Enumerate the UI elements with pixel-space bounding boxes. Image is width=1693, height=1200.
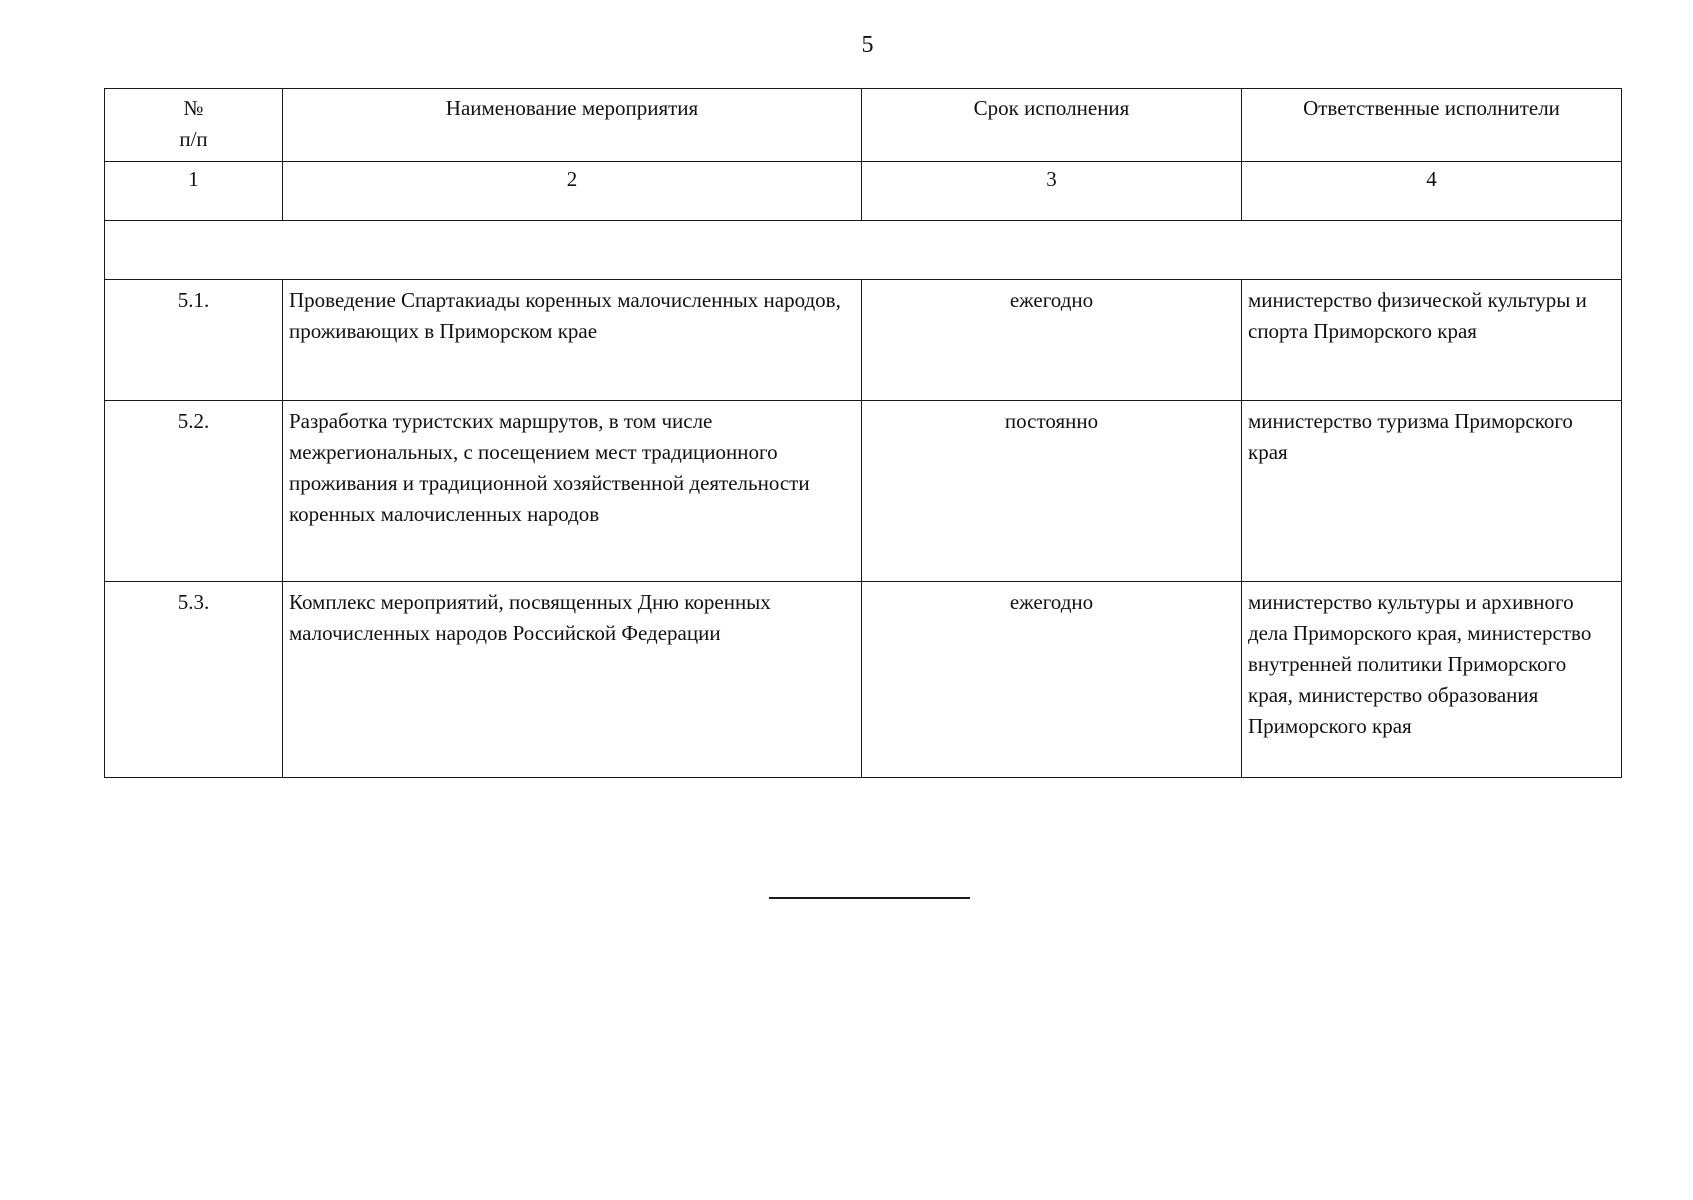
table-row <box>105 401 1622 582</box>
column-number-cell: 4 <box>1242 162 1622 221</box>
row-deadline: ежегодно <box>862 280 1242 401</box>
page-number: 5 <box>861 32 874 58</box>
column-number-cell: 2 <box>283 162 862 221</box>
section-empty-row <box>105 221 1622 280</box>
header-deadline <box>862 89 1242 162</box>
row-index: 5.2. <box>105 401 283 582</box>
row-index: 5.3. <box>105 582 283 778</box>
activities-table <box>104 88 1622 778</box>
header-responsible <box>1242 89 1622 162</box>
header-number <box>105 89 283 162</box>
section-empty-cell <box>105 221 1622 280</box>
header-deadline-label: Срок исполнения <box>973 96 1130 120</box>
column-number-row <box>105 162 1622 221</box>
row-activity-name: Проведение Спартакиады коренных малочисленных народов, проживающих в Приморском крае <box>283 280 862 401</box>
row-activity-name: Разработка туристских маршрутов, в том числе межрегиональных, с посещением мест традиционного проживания и традиционной хозяйственной деятельности коренных малочисленных народов <box>283 401 862 582</box>
row-responsible: министерство туризма Приморского края <box>1242 401 1622 582</box>
column-number-cell: 3 <box>862 162 1242 221</box>
row-index: 5.1. <box>105 280 283 401</box>
column-number-cell: 1 <box>105 162 283 221</box>
end-of-document-line <box>769 897 970 899</box>
row-deadline: ежегодно <box>862 582 1242 778</box>
row-activity-name: Комплекс мероприятий, посвященных Дню коренных малочисленных народов Российской Федерации <box>283 582 862 778</box>
table-header-row <box>105 89 1622 162</box>
header-activity-name-label: Наименование мероприятия <box>445 96 699 120</box>
row-responsible: министерство культуры и архивного дела Приморского края, министерство внутренней политики Приморского края, министерство образования Приморского края <box>1242 582 1622 778</box>
header-number-label: № п/п <box>179 96 208 151</box>
row-responsible: министерство физической культуры и спорта Приморского края <box>1242 280 1622 401</box>
header-activity-name <box>283 89 862 162</box>
table-row <box>105 280 1622 401</box>
table-row <box>105 582 1622 778</box>
header-responsible-label: Ответственные исполнители <box>1303 96 1560 120</box>
row-deadline: постоянно <box>862 401 1242 582</box>
